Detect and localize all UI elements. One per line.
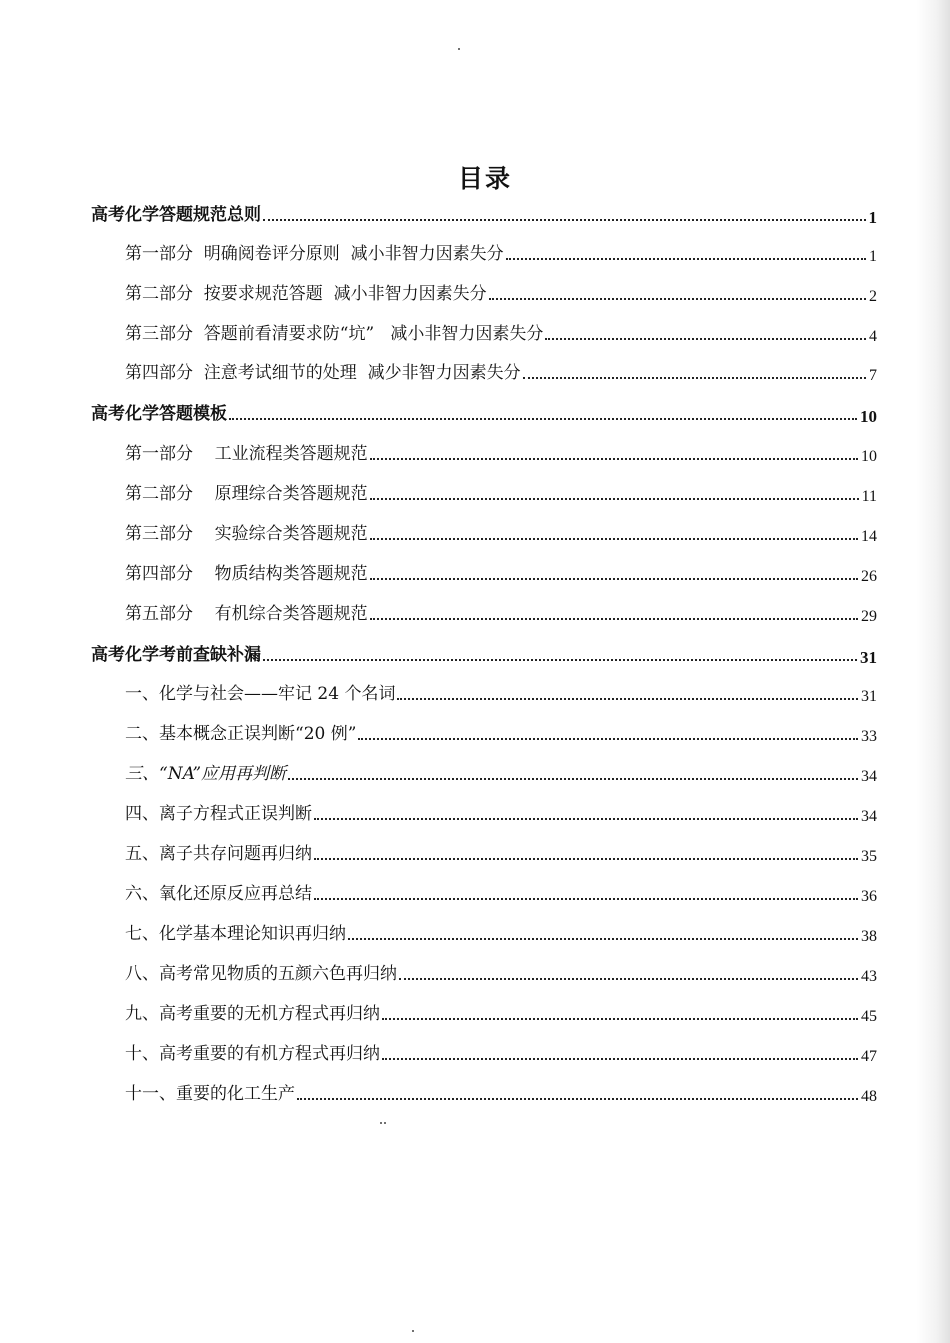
toc-entry-label: 三、“NA”应用再判断 (125, 764, 287, 784)
toc-page-number: 43 (861, 968, 877, 985)
toc-page-number: 34 (861, 768, 877, 785)
toc-entry-label: 第三部分 答题前看清要求防“坑” 减小非智力因素失分 (125, 324, 544, 344)
toc-entry[interactable] (125, 518, 877, 544)
toc-entry-label: 十一、重要的化工生产 (125, 1084, 295, 1104)
toc-page-number: 31 (861, 688, 877, 705)
toc-page-number: 26 (861, 568, 877, 585)
toc-page-number: 1 (868, 208, 877, 227)
toc-entry-label: 第一部分 工业流程类答题规范 (125, 444, 368, 464)
toc-page-number: 33 (861, 728, 877, 745)
toc-page-number: 47 (861, 1048, 877, 1065)
dot-leader (545, 338, 866, 340)
toc-page-number: 36 (861, 888, 877, 905)
toc-entry[interactable] (125, 1038, 877, 1064)
dot-leader (263, 659, 857, 661)
dot-leader (370, 618, 858, 620)
toc-entry-label: 第五部分 有机综合类答题规范 (125, 604, 368, 624)
toc-entry-label: 六、氧化还原反应再总结 (125, 884, 312, 904)
toc-section-label: 高考化学答题规范总则 (91, 205, 261, 225)
toc-section-entry[interactable] (91, 398, 877, 424)
dot-leader (397, 698, 858, 700)
dot-leader (297, 1098, 858, 1100)
toc-entry-label: 八、高考常见物质的五颜六色再归纳 (125, 964, 397, 984)
dot-leader (382, 1018, 858, 1020)
toc-entry-label: 第四部分 物质结构类答题规范 (125, 564, 368, 584)
dot-leader (382, 1058, 858, 1060)
toc-section-label: 高考化学答题模板 (91, 404, 227, 424)
toc-entry-label: 第一部分 明确阅卷评分原则 减小非智力因素失分 (125, 244, 504, 264)
toc-page-number: 45 (861, 1008, 877, 1025)
toc-entry-label: 九、高考重要的无机方程式再归纳 (125, 1004, 380, 1024)
dot-leader (489, 298, 866, 300)
toc-page-number: 10 (861, 448, 877, 465)
page-title: 目录 (457, 163, 512, 193)
toc-entry-label: 一、化学与社会——牢记 24 个名词 (125, 684, 396, 704)
toc-entry-label: 第四部分 注意考试细节的处理 减少非智力因素失分 (125, 363, 521, 383)
toc-page-number: 31 (860, 648, 877, 667)
toc-entry[interactable] (125, 958, 877, 984)
toc-entry-label: 第二部分 按要求规范答题 减小非智力因素失分 (125, 284, 487, 304)
toc-page-number: 29 (861, 608, 877, 625)
dot-leader (399, 978, 858, 980)
dot-leader (229, 418, 857, 420)
dot-leader (370, 538, 858, 540)
toc-page-number: 7 (869, 367, 877, 384)
toc-page-number: 2 (869, 288, 877, 305)
toc-page-number: 4 (869, 328, 877, 345)
toc-entry[interactable] (125, 718, 877, 744)
toc-entry[interactable] (125, 678, 877, 704)
dot-leader (370, 578, 858, 580)
dot-leader (370, 498, 859, 500)
toc-entry-label: 二、基本概念正误判断“20 例” (125, 724, 357, 744)
toc-entry-label: 第三部分 实验综合类答题规范 (125, 524, 368, 544)
toc-entry[interactable] (125, 998, 877, 1024)
toc-entry-label: 十、高考重要的有机方程式再归纳 (125, 1044, 380, 1064)
toc-page-number: 38 (861, 928, 877, 945)
toc-page-number: 14 (861, 528, 877, 545)
dot-leader (314, 858, 858, 860)
toc-entry[interactable] (125, 238, 877, 264)
dot-leader (348, 938, 858, 940)
toc-page-number: 48 (861, 1088, 877, 1105)
dot-leader (370, 458, 858, 460)
toc-entry[interactable] (125, 1078, 877, 1104)
toc-page-number: 35 (861, 848, 877, 865)
toc-page-number: 11 (861, 488, 877, 505)
toc-entry[interactable] (125, 278, 877, 304)
toc-entry[interactable] (125, 558, 877, 584)
toc-entry[interactable] (125, 478, 877, 504)
toc-section-entry[interactable] (91, 639, 877, 665)
toc-page-number: 10 (860, 407, 877, 426)
dot-leader (263, 219, 866, 221)
dot-leader (314, 818, 858, 820)
toc-entry[interactable] (125, 918, 877, 944)
dot-leader (506, 258, 866, 260)
toc-entry[interactable] (125, 438, 877, 464)
dot-leader (523, 377, 866, 379)
toc-entry-label: 七、化学基本理论知识再归纳 (125, 924, 346, 944)
toc-page-number: 1 (869, 248, 877, 265)
dot-leader (288, 778, 858, 780)
toc-entry[interactable] (125, 878, 877, 904)
toc-entry-label: 四、离子方程式正误判断 (125, 804, 312, 824)
toc-page-number: 34 (861, 808, 877, 825)
toc-section-label: 高考化学考前查缺补漏 (91, 645, 261, 665)
toc-section-entry[interactable] (91, 199, 877, 225)
dot-leader (358, 738, 858, 740)
toc-entry[interactable] (125, 758, 877, 784)
toc-entry[interactable] (125, 798, 877, 824)
toc-entry[interactable] (125, 318, 877, 344)
toc-entry-label: 五、离子共存问题再归纳 (125, 844, 312, 864)
dot-leader (314, 898, 858, 900)
toc-entry-label: 第二部分 原理综合类答题规范 (125, 484, 368, 504)
toc-entry[interactable] (125, 357, 877, 383)
toc-entry[interactable] (125, 598, 877, 624)
toc-entry[interactable] (125, 838, 877, 864)
